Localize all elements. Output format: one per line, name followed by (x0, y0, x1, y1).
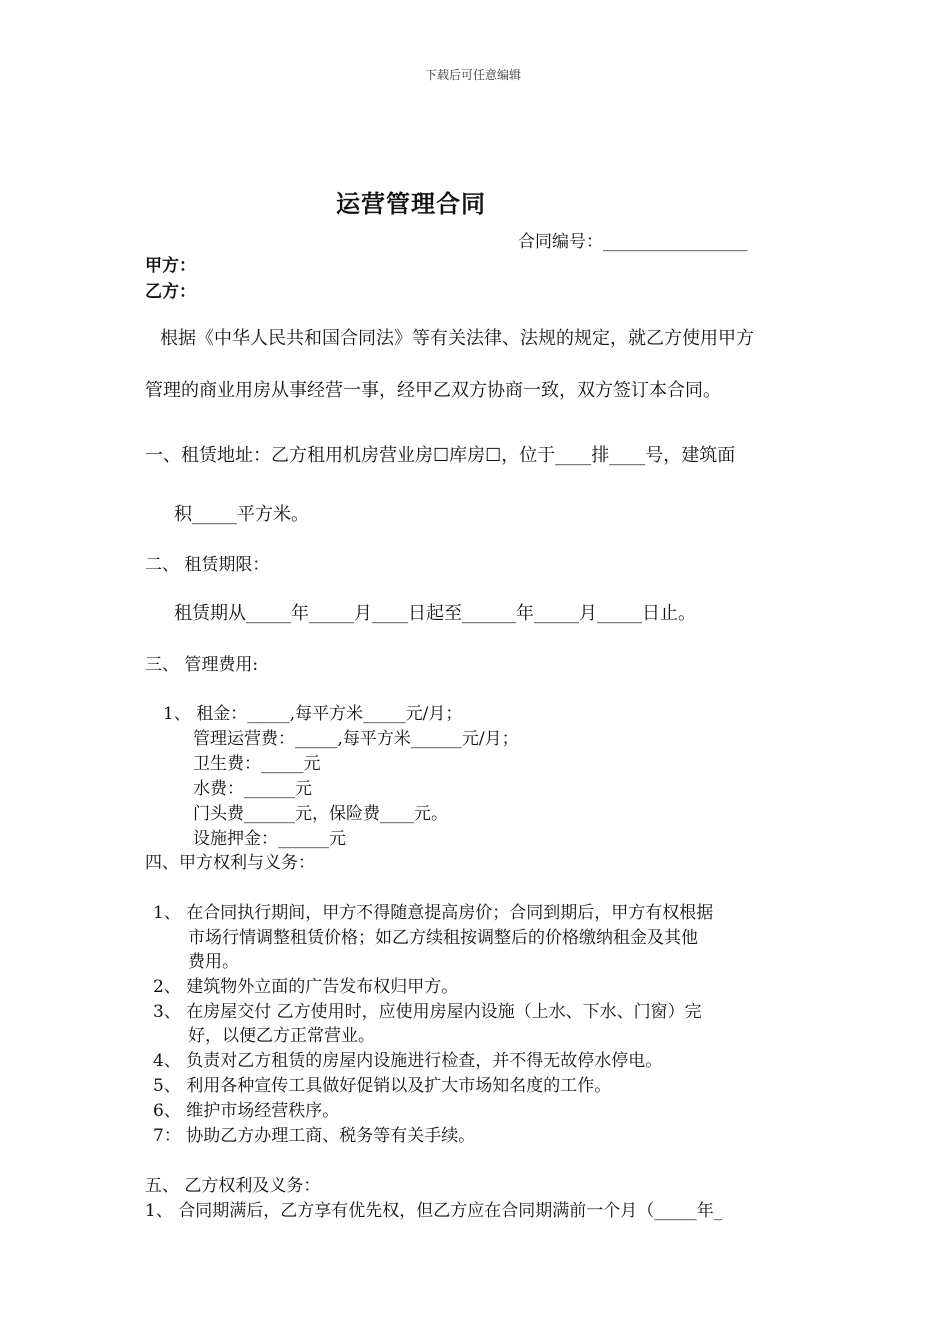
party-a-duty-1-line-1: 1、 在合同执行期间，甲方不得随意提高房价；合同到期后，甲方有权根据 (153, 903, 714, 923)
section-1-line-1: 一、租赁地址：乙方租用机房营业房☐库房☐，位于____排____号，建筑面 (145, 445, 736, 466)
fee-item-rent: 1、 租金：_____,每平方米_____元/月； (163, 704, 463, 724)
section-1-line-2: 积_____平方米。 (174, 504, 309, 525)
fee-item-management: 管理运营费：_____,每平方米______元/月； (193, 729, 519, 749)
party-a-duty-4: 4、 负责对乙方租赁的房屋内设施进行检查，并不得无故停水停电。 (153, 1051, 663, 1071)
party-a-duty-3-line-2: 好，以便乙方正常营业。 (188, 1026, 375, 1046)
party-a-duty-1-line-2: 市场行情调整租赁价格；如乙方续租按调整后的价格缴纳租金及其他 (188, 928, 698, 948)
section-3-heading: 三、 管理费用: (145, 655, 259, 675)
party-a-duty-2: 2、 建筑物外立面的广告发布权归甲方。 (153, 977, 459, 997)
party-b-label: 乙方： (145, 282, 196, 302)
section-4-heading: 四、甲方权利与义务： (145, 853, 315, 873)
fee-item-signage-insurance: 门头费______元，保险费____元。 (193, 804, 448, 824)
intro-line-1: 根据《中华人民共和国合同法》等有关法律、法规的规定，就乙方使用甲方 (160, 328, 754, 349)
section-2-heading: 二、 租赁期限： (145, 555, 270, 575)
intro-line-2: 管理的商业用房从事经营一事，经甲乙双方协商一致，双方签订本合同。 (145, 380, 721, 401)
party-a-duty-6: 6、 维护市场经营秩序。 (153, 1101, 340, 1121)
header-note: 下载后可任意编辑 (425, 68, 522, 82)
party-a-duty-7: 7： 协助乙方办理工商、税务等有关手续。 (153, 1126, 476, 1146)
fee-item-water: 水费：______元 (193, 779, 312, 799)
fee-item-sanitation: 卫生费：_____元 (193, 754, 321, 774)
party-a-duty-1-line-3: 费用。 (188, 952, 239, 972)
document-title: 运营管理合同 (336, 189, 486, 218)
contract-number-label: 合同编号： (518, 232, 603, 252)
section-5-heading: 五、 乙方权利及义务： (145, 1176, 321, 1196)
party-a-duty-5: 5、 利用各种宣传工具做好促销以及扩大市场知名度的工作。 (153, 1076, 612, 1096)
party-b-duty-1-line-1: 1、 合同期满后，乙方享有优先权，但乙方应在合同期满前一个月（_____年_ (145, 1201, 723, 1221)
contract-number (518, 227, 748, 252)
party-a-duty-3-line-1: 3、 在房屋交付 乙方使用时，应使用房屋内设施（上水、下水、门窗）完 (153, 1002, 702, 1022)
party-a-label: 甲方： (145, 256, 196, 276)
section-2-text: 租赁期从_____年_____月____日起至______年_____月_____日止。 (174, 603, 696, 624)
contract-number-blank: _________________ (603, 232, 748, 252)
fee-item-facility-deposit: 设施押金：______元 (193, 829, 346, 849)
